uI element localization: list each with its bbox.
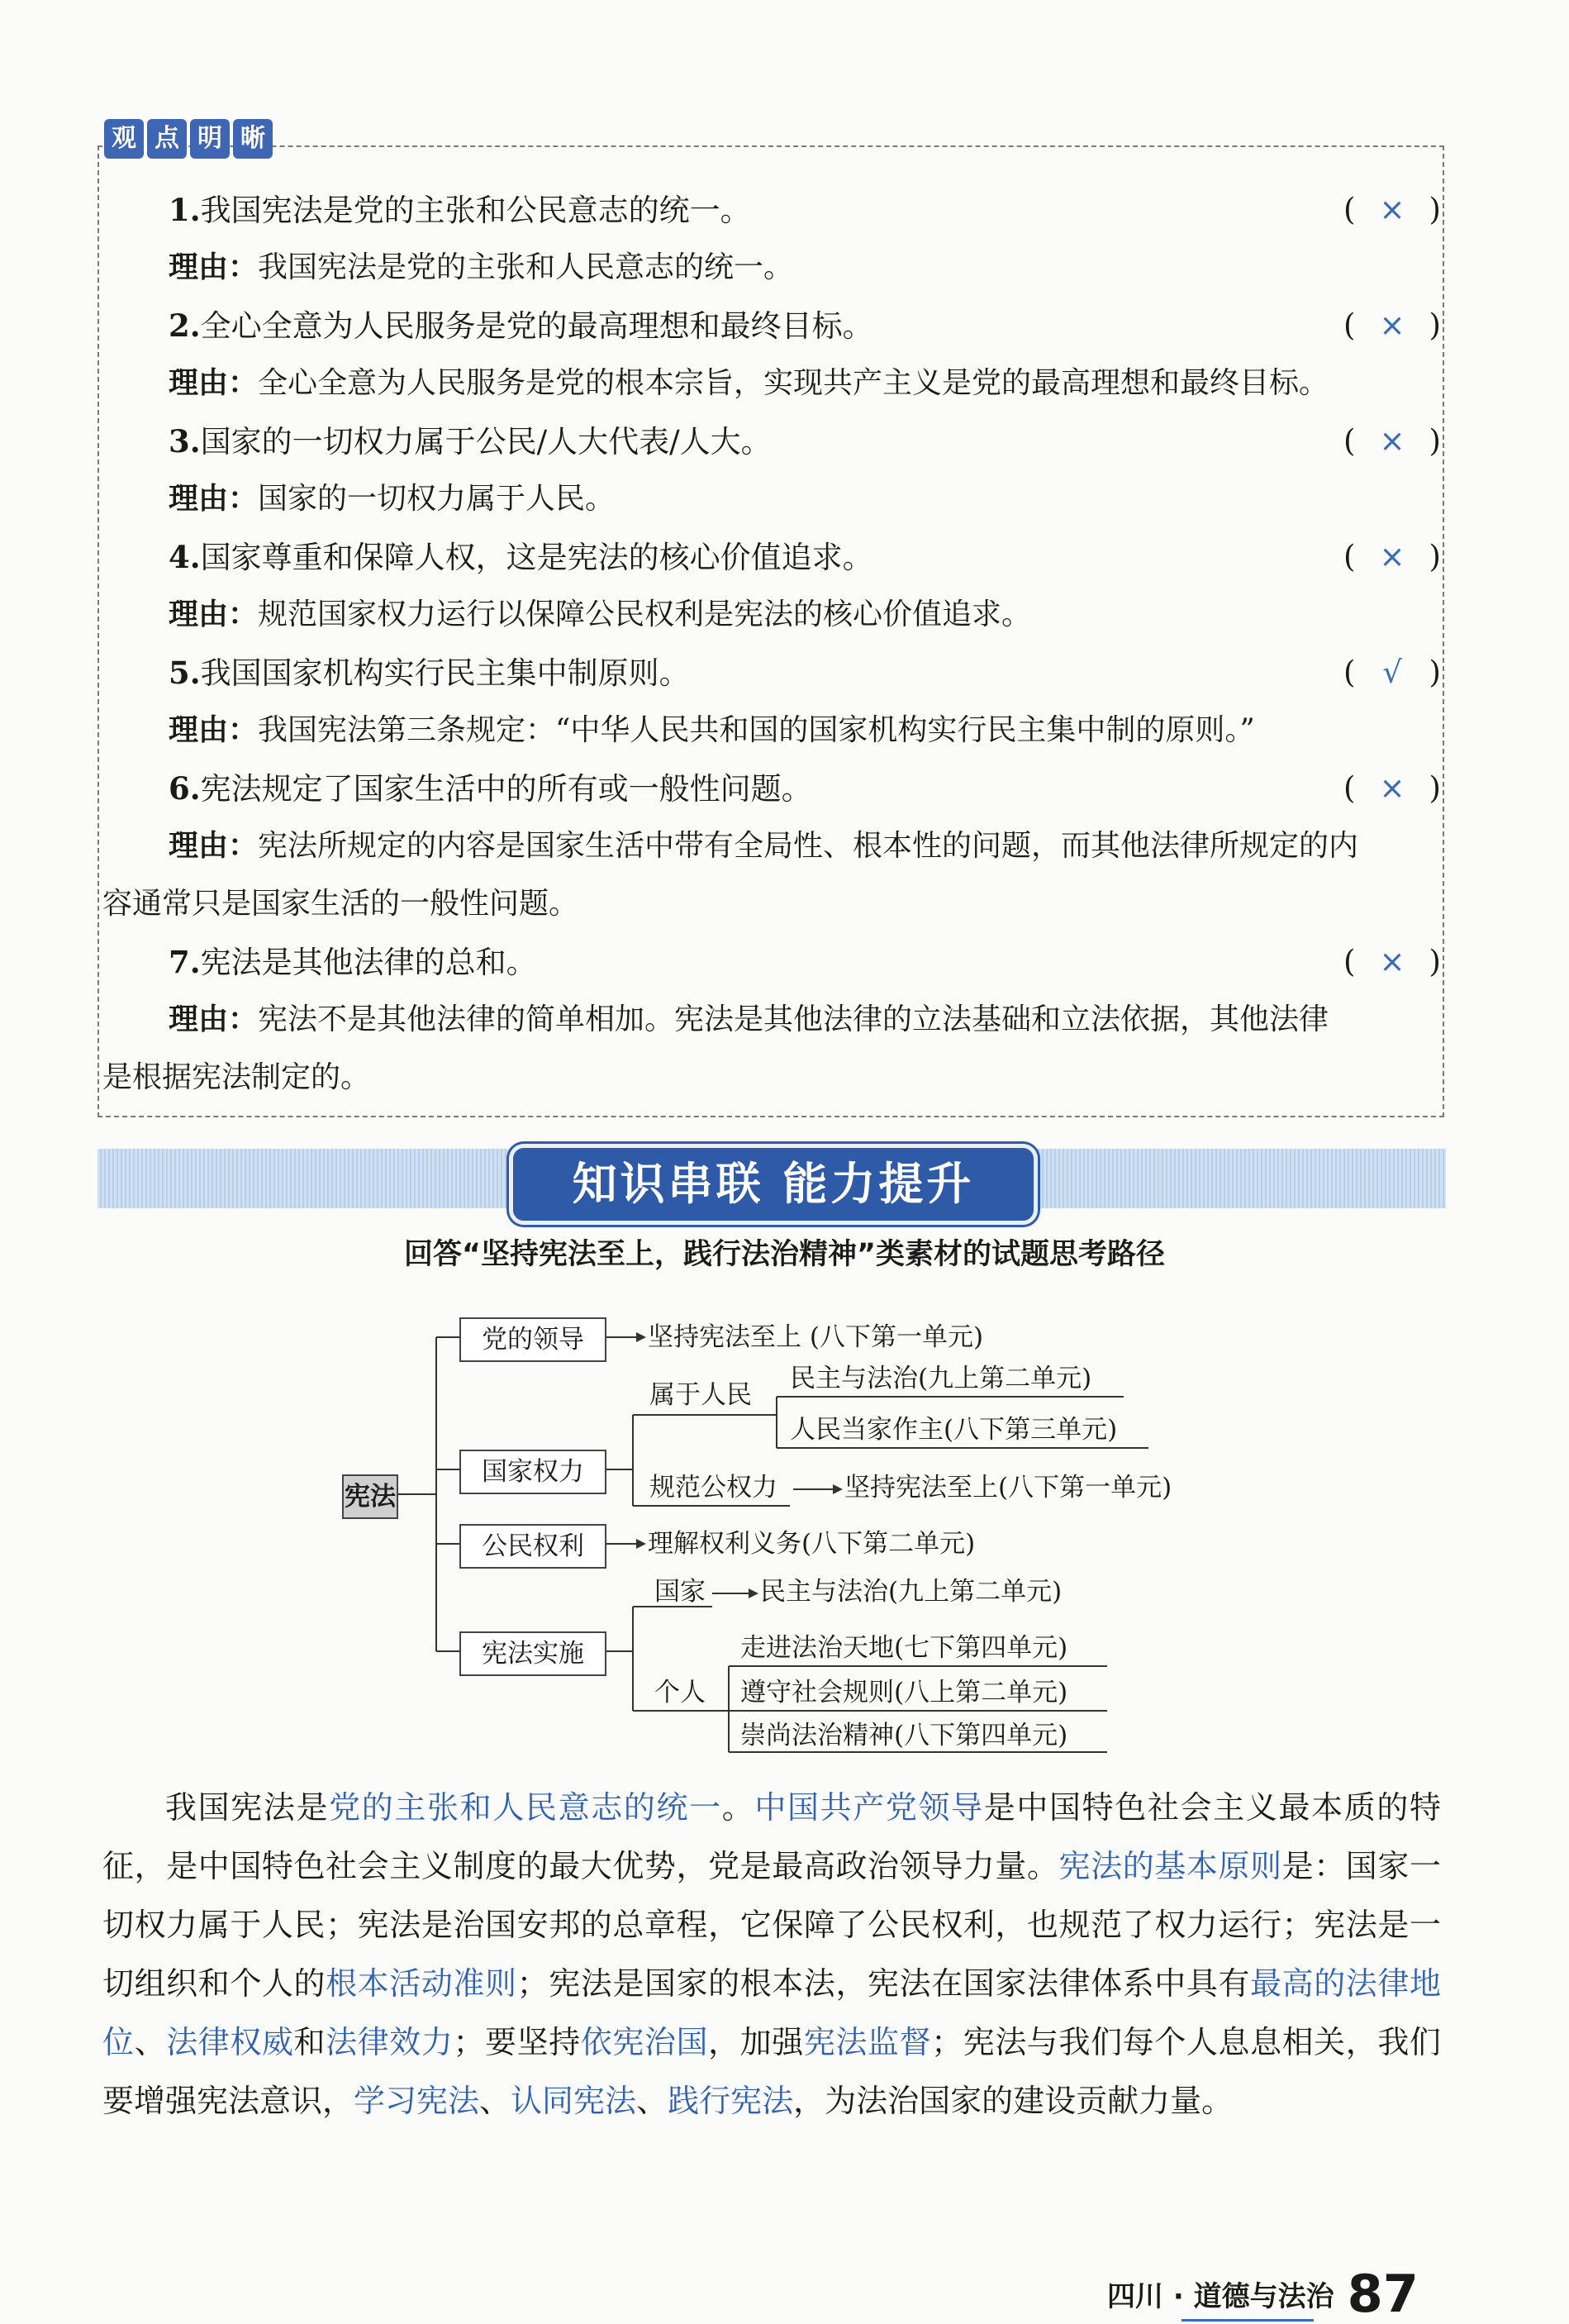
answer-2: ( × ) — [1343, 302, 1441, 349]
mindmap-sub: 属于人民 — [649, 1380, 752, 1410]
statement-3: 3.国家的一切权力属于公民/人大代表/人大。 — [169, 423, 772, 460]
answer-3: ( × ) — [1343, 418, 1441, 464]
section-banner: 知识串联 能力提升 — [509, 1144, 1038, 1225]
statement-2: 2.全心全意为人民服务是党的最高理想和最终目标。 — [169, 307, 873, 344]
statement-1: 1.我国宪法是党的主张和公民意志的统一。 — [169, 192, 751, 228]
section-tag — [104, 119, 273, 159]
cross-mark-icon: × — [1379, 192, 1405, 227]
mindmap-root: 宪法 — [342, 1474, 398, 1519]
mindmap-leaf: 民主与法治(九上第二单元) — [790, 1364, 1092, 1393]
mindmap-leaf: 遵守社会规则(八上第二单元) — [740, 1678, 1068, 1707]
statement-4: 4.国家尊重和保障人权，这是宪法的核心价值追求。 — [169, 539, 873, 575]
summary-paragraph: 我国宪法是党的主张和人民意志的统一。中国共产党领导是中国特色社会主义最本质的特征，是中国特色社会主义制度的最大优势，党是最高政治领导力量。宪法的基本原则是：国家一切权力属于人民；宪法是治国安邦的总章程，它保障了公民权利，也规范了权力运行；宪法是一切组织和个人的根本活动准则；宪法是国家的根本法，宪法在国家法律体系中具有最高的法律地位、法律权威和法律效力；要坚持依宪治国，加强宪法监督；宪法与我们每个人息息相关，我们要增强宪法意识，学习宪法、认同宪法、践行宪法，为法治国家的建设贡献力量。 — [102, 1789, 1441, 2119]
mindmap-sub: 个人 — [654, 1678, 706, 1707]
mindmap-leaf: 坚持宪法至上 (八下第一单元) — [648, 1322, 984, 1352]
reason-5: 理由：我国宪法第三条规定：“中华人民共和国的国家机构实行民主集中制的原则。” — [169, 713, 1255, 747]
mindmap-leaf: 走进法治天地(七下第四单元) — [740, 1633, 1068, 1663]
mindmap-branch-2: 国家权力 — [459, 1450, 606, 1494]
statement-5: 5.我国国家机构实行民主集中制原则。 — [169, 655, 690, 691]
cross-mark-icon: × — [1379, 539, 1405, 574]
mindmap-title: 回答“坚持宪法至上，践行法治精神”类素材的试题思考路径 — [403, 1238, 1165, 1271]
answer-5: ( √ ) — [1343, 650, 1441, 696]
reason-7-cont: 是根据宪法制定的。 — [102, 1060, 371, 1094]
cross-mark-icon: × — [1379, 770, 1405, 806]
mindmap-leaf: 民主与法治(九上第二单元) — [760, 1577, 1063, 1607]
mindmap-leaf: 坚持宪法至上(八下第一单元) — [844, 1473, 1172, 1503]
reason-1: 理由：我国宪法是党的主张和人民意志的统一。 — [169, 250, 794, 284]
cross-mark-icon: × — [1379, 944, 1405, 979]
reason-7: 理由：宪法不是其他法律的简单相加。宪法是其他法律的立法基础和立法依据，其他法律 — [169, 1002, 1329, 1036]
mindmap-branch-3: 公民权利 — [459, 1524, 606, 1569]
answer-1: ( × ) — [1343, 187, 1441, 233]
tag-char: 晰 — [233, 119, 273, 159]
reason-6-cont: 容通常只是国家生活的一般性问题。 — [102, 887, 579, 921]
mindmap-leaf: 人民当家作主(八下第三单元) — [790, 1415, 1118, 1445]
page-footer — [1107, 2264, 1419, 2322]
mindmap-leaf: 理解权利义务(八下第二单元) — [648, 1529, 976, 1559]
mindmap-sub: 规范公权力 — [649, 1473, 777, 1503]
statement-7: 7.宪法是其他法律的总和。 — [169, 944, 537, 980]
answer-4: ( × ) — [1343, 534, 1441, 580]
answer-7: ( × ) — [1343, 939, 1441, 985]
reason-6: 理由：宪法所规定的内容是国家生活中带有全局性、根本性的问题，而其他法律所规定的内 — [169, 829, 1359, 863]
mindmap-branch-1: 党的领导 — [459, 1317, 606, 1362]
footer-subject: 四川 · 道德与法治 — [1107, 2279, 1334, 2313]
answer-6: ( × ) — [1343, 765, 1441, 812]
cross-mark-icon: × — [1379, 423, 1405, 459]
mindmap-branch-4: 宪法实施 — [459, 1631, 606, 1676]
reason-3: 理由：国家的一切权力属于人民。 — [169, 482, 616, 516]
reason-2: 理由：全心全意为人民服务是党的根本宗旨，实现共产主义是党的最高理想和最终目标。 — [169, 366, 1329, 400]
tag-char: 点 — [147, 119, 187, 159]
tag-char: 明 — [190, 119, 230, 159]
cross-mark-icon: × — [1379, 307, 1405, 343]
mindmap-sub: 国家 — [654, 1577, 706, 1607]
page-number: 87 — [1347, 2263, 1419, 2324]
mindmap-leaf: 崇尚法治精神(八下第四单元) — [740, 1721, 1068, 1750]
statement-6: 6.宪法规定了国家生活中的所有或一般性问题。 — [169, 770, 812, 807]
reason-4: 理由：规范国家权力运行以保障公民权利是宪法的核心价值追求。 — [169, 598, 1032, 631]
tag-char: 观 — [104, 119, 144, 159]
check-mark-icon: √ — [1382, 655, 1402, 690]
footer-rule — [1182, 2319, 1314, 2322]
